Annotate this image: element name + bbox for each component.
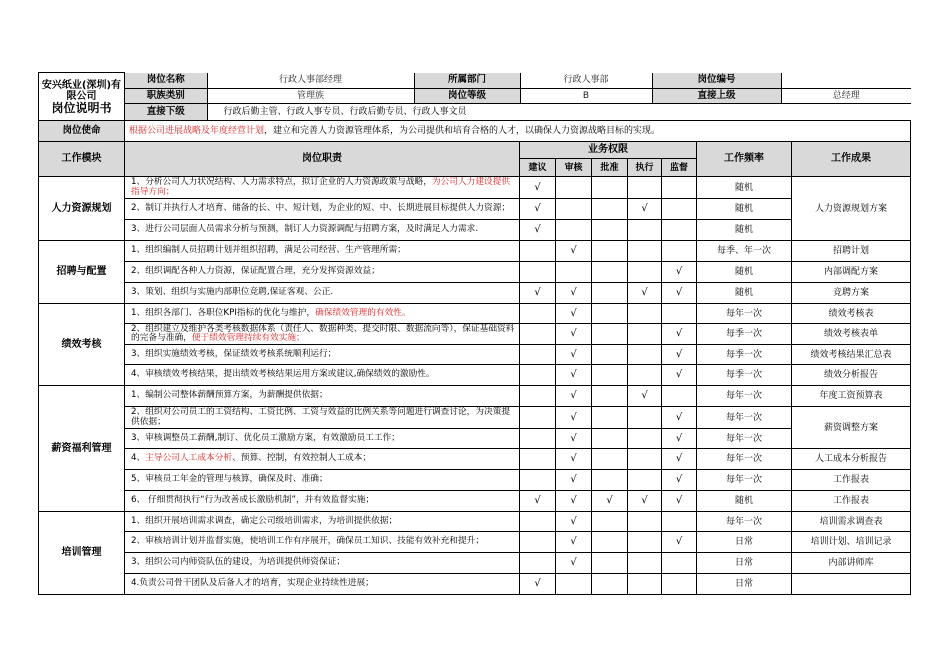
check-suggest xyxy=(520,386,556,407)
result-value: 内部讲师库 xyxy=(792,553,911,574)
result-value: 绩效考核表 xyxy=(792,304,911,324)
duty-text-main: 3、策划、组织与实施内部职位竞聘,保证客观、公正. xyxy=(131,287,334,298)
check-execute xyxy=(628,283,662,304)
mission-label: 岗位使命 xyxy=(39,121,125,142)
check-approve xyxy=(592,470,628,491)
job-description-table xyxy=(38,72,911,595)
check-review xyxy=(556,470,592,491)
check-execute xyxy=(628,304,662,324)
check-approve xyxy=(592,365,628,386)
check-execute xyxy=(628,512,662,532)
result-value: 人工成本分析报告 xyxy=(792,449,911,470)
check-review xyxy=(556,491,592,512)
check-review xyxy=(556,220,592,241)
table-row xyxy=(39,386,911,407)
check-mark-icon: √ xyxy=(534,287,541,298)
check-execute xyxy=(628,449,662,470)
check-mark-icon: √ xyxy=(675,348,683,360)
result-value: 年度工资预算表 xyxy=(792,386,911,407)
check-approve xyxy=(592,386,628,407)
module-name: 招聘与配置 xyxy=(39,241,125,304)
check-mark-icon: √ xyxy=(641,203,648,214)
check-mark-icon: √ xyxy=(534,181,541,193)
check-supervise xyxy=(662,574,697,595)
duty-text xyxy=(125,386,520,407)
check-review xyxy=(556,429,592,449)
duty-text-main: 4、 xyxy=(131,453,146,464)
result-value: 绩效考核表单 xyxy=(792,324,911,345)
check-suggest xyxy=(520,220,556,241)
check-mark-icon: √ xyxy=(570,536,577,547)
mission-text xyxy=(125,121,911,142)
check-approve xyxy=(592,220,628,241)
check-review xyxy=(556,262,592,283)
frequency-value: 每年一次 xyxy=(697,512,792,532)
table-row xyxy=(39,470,911,491)
duty-text-main: 2、组织对公司员工的工资结构、工资比例、工资与效益的比例关系等问题进行调查讨论，为决策提供依据； xyxy=(131,407,511,427)
result-value: 工作报表 xyxy=(792,470,911,491)
table-row xyxy=(39,304,911,324)
check-mark-icon: √ xyxy=(570,245,577,256)
mission-highlight: 根据公司进展战略及年度经营计划 xyxy=(129,126,265,136)
frequency-value: 每季、年一次 xyxy=(697,241,792,262)
check-suggest xyxy=(520,491,556,512)
check-approve xyxy=(592,449,628,470)
duty-text xyxy=(125,345,520,365)
direct-subordinates-value: 行政后勤主管、行政人事专员、行政后勤专员、行政人事文员 xyxy=(207,104,911,121)
duty-text-highlight: 主导公司人工成本分析 xyxy=(145,453,233,464)
check-review xyxy=(556,324,592,345)
direct-superior-value: 总经理 xyxy=(781,89,911,104)
frequency-value: 每年一次 xyxy=(697,429,792,449)
check-mark-icon: √ xyxy=(534,578,541,589)
duty-text xyxy=(125,199,520,220)
check-execute xyxy=(628,220,662,241)
check-mark-icon: √ xyxy=(570,390,577,401)
col-header-authority: 业务权限 xyxy=(520,142,697,159)
direct-subordinates-label: 直接下级 xyxy=(125,104,207,121)
check-suggest xyxy=(520,177,556,199)
duty-text xyxy=(125,220,520,241)
check-review xyxy=(556,407,592,429)
check-approve xyxy=(592,283,628,304)
duty-text-main: 1、编制公司整体薪酬预算方案，为薪酬提供依据； xyxy=(131,390,328,401)
check-approve xyxy=(592,177,628,199)
check-mark-icon: √ xyxy=(675,328,683,339)
check-review xyxy=(556,553,592,574)
check-suggest xyxy=(520,365,556,386)
check-approve xyxy=(592,532,628,553)
check-suggest xyxy=(520,574,556,595)
frequency-value: 随机 xyxy=(697,199,792,220)
duty-text xyxy=(125,324,520,345)
check-supervise xyxy=(662,262,697,283)
module-name: 人力资源规划 xyxy=(39,177,125,241)
check-suggest xyxy=(520,241,556,262)
check-approve xyxy=(592,262,628,283)
check-approve xyxy=(592,407,628,429)
check-suggest xyxy=(520,262,556,283)
check-mark-icon: √ xyxy=(570,432,577,444)
check-execute xyxy=(628,491,662,512)
check-execute xyxy=(628,262,662,283)
table-row xyxy=(39,220,911,241)
check-mark-icon: √ xyxy=(570,474,577,485)
check-supervise xyxy=(662,220,697,241)
check-review xyxy=(556,365,592,386)
check-supervise xyxy=(662,553,697,574)
result-value: 人力资源规划方案 xyxy=(792,177,911,241)
check-supervise xyxy=(662,429,697,449)
check-mark-icon: √ xyxy=(570,348,577,360)
position-level-label: 岗位等级 xyxy=(414,89,520,104)
module-name: 薪资福利管理 xyxy=(39,386,125,512)
check-execute xyxy=(628,241,662,262)
check-mark-icon: √ xyxy=(675,287,683,298)
check-supervise xyxy=(662,449,697,470)
check-supervise xyxy=(662,345,697,365)
frequency-value: 随机 xyxy=(697,283,792,304)
check-execute xyxy=(628,429,662,449)
frequency-value: 每年一次 xyxy=(697,386,792,407)
result-value xyxy=(792,574,911,595)
col-header-result: 工作成果 xyxy=(792,142,911,177)
duty-text xyxy=(125,365,520,386)
check-mark-icon: √ xyxy=(570,411,577,423)
table-row xyxy=(39,283,911,304)
duty-text xyxy=(125,283,520,304)
job-description-document xyxy=(38,72,910,595)
duty-text-highlight: 确保绩效管理的有效性。 xyxy=(315,307,411,318)
check-review xyxy=(556,283,592,304)
col-header-duty: 岗位职责 xyxy=(125,142,520,177)
duty-text-main: 2、组织建立及维护各类考核数据体系（责任人、数据种类、提交时限、数据流向等），保证基础资料的完备与准确， xyxy=(131,323,515,343)
duty-text-main: 4、审核绩效考核结果，提出绩效考核结果运用方案或建议,确保绩效的激励性。 xyxy=(131,369,435,380)
check-review xyxy=(556,241,592,262)
position-level-value: B xyxy=(520,89,652,104)
check-review xyxy=(556,345,592,365)
col-header-module: 工作模块 xyxy=(39,142,125,177)
result-value: 招聘计划 xyxy=(792,241,911,262)
frequency-value: 每季一次 xyxy=(697,365,792,386)
check-suggest xyxy=(520,407,556,429)
check-execute xyxy=(628,345,662,365)
check-supervise xyxy=(662,365,697,386)
check-supervise xyxy=(662,470,697,491)
check-execute xyxy=(628,532,662,553)
check-suggest xyxy=(520,449,556,470)
check-execute xyxy=(628,470,662,491)
check-approve xyxy=(592,345,628,365)
check-suggest xyxy=(520,304,556,324)
check-suggest xyxy=(520,324,556,345)
check-approve xyxy=(592,304,628,324)
check-review xyxy=(556,449,592,470)
check-approve xyxy=(592,324,628,345)
check-supervise xyxy=(662,407,697,429)
duty-text-highlight: 为公司人力建设提供指导方向； xyxy=(131,177,511,197)
module-name: 绩效考核 xyxy=(39,304,125,386)
check-review xyxy=(556,177,592,199)
check-suggest xyxy=(520,283,556,304)
frequency-value: 随机 xyxy=(697,491,792,512)
doc-title: 岗位说明书 xyxy=(51,100,112,115)
duty-text-main: 2、审核培训计划并监督实施，使培训工作有序展开，确保员工知识、技能有效补充和提升； xyxy=(131,536,485,547)
frequency-value: 随机 xyxy=(697,220,792,241)
duty-text-main: 3、进行公司层面人员需求分析与预测，制订人力资源调配与招聘方案，及时满足人力需求. xyxy=(131,224,479,235)
duty-text-main: 3、审核调整员工薪酬,制订、优化员工激励方案，有效激励员工工作； xyxy=(131,432,400,443)
check-mark-icon: √ xyxy=(570,287,577,298)
table-row xyxy=(39,553,911,574)
check-supervise xyxy=(662,386,697,407)
check-suggest xyxy=(520,345,556,365)
direct-superior-label: 直接上级 xyxy=(652,89,781,104)
check-mark-icon: √ xyxy=(675,432,683,444)
check-execute xyxy=(628,365,662,386)
table-row xyxy=(39,324,911,345)
frequency-value: 每年一次 xyxy=(697,470,792,491)
result-value: 竞聘方案 xyxy=(792,283,911,304)
duty-text xyxy=(125,429,520,449)
duty-text-main: 1、组织编制人员招聘计划并组织招聘，满足公司经营、生产管理所需； xyxy=(131,245,406,256)
check-supervise xyxy=(662,199,697,220)
check-approve xyxy=(592,241,628,262)
result-value: 绩效分析报告 xyxy=(792,365,911,386)
duty-text-main: 6、 仔细贯彻执行“行为改善成长激励机制”，并有效监督实施； xyxy=(131,495,375,506)
check-mark-icon: √ xyxy=(675,453,683,464)
duty-text-main: 3、组织公司内师资队伍的建设，为培训提供师资保证； xyxy=(131,557,346,568)
table-row xyxy=(39,491,911,512)
frequency-value: 随机 xyxy=(697,177,792,199)
check-supervise xyxy=(662,512,697,532)
check-supervise xyxy=(662,241,697,262)
duty-text xyxy=(125,449,520,470)
check-execute xyxy=(628,324,662,345)
frequency-value: 每年一次 xyxy=(697,304,792,324)
check-supervise xyxy=(662,177,697,199)
frequency-value: 每季一次 xyxy=(697,345,792,365)
frequency-value: 随机 xyxy=(697,262,792,283)
check-supervise xyxy=(662,324,697,345)
check-mark-icon: √ xyxy=(570,307,577,319)
check-mark-icon: √ xyxy=(570,557,577,568)
check-mark-icon: √ xyxy=(675,474,683,485)
table-row xyxy=(39,532,911,553)
col-header-review: 审核 xyxy=(556,159,592,177)
check-mark-icon: √ xyxy=(641,287,648,298)
check-mark-icon: √ xyxy=(641,390,648,401)
frequency-value: 每季一次 xyxy=(697,324,792,345)
duty-text-main: 2、制订并执行人才培育、储备的长、中、短计划，为企业的短、中、长期进展目标提供人力资源； xyxy=(131,203,511,214)
check-suggest xyxy=(520,532,556,553)
check-suggest xyxy=(520,553,556,574)
duty-text xyxy=(125,491,520,512)
module-name: 培训管理 xyxy=(39,512,125,595)
check-review xyxy=(556,574,592,595)
duty-text-main: 4.负责公司骨干团队及后备人才的培育，实现企业持续性进展； xyxy=(131,578,374,589)
duty-text xyxy=(125,241,520,262)
check-approve xyxy=(592,491,628,512)
check-mark-icon: √ xyxy=(606,495,613,506)
duty-text-tail: 、预算、控制，有效控制人工成本； xyxy=(232,453,372,464)
duty-text-main: 5、审核员工年金的管理与核算，确保及时、准确； xyxy=(131,474,328,485)
company-name: 安兴纸业(深圳)有限公司 xyxy=(41,79,122,102)
job-category-value: 管理族 xyxy=(207,89,414,104)
table-row xyxy=(39,407,911,429)
col-header-supervise: 监督 xyxy=(662,159,697,177)
check-suggest xyxy=(520,199,556,220)
result-value: 内部调配方案 xyxy=(792,262,911,283)
duty-text xyxy=(125,262,520,283)
duty-text xyxy=(125,532,520,553)
department-label: 所属部门 xyxy=(414,73,520,89)
company-cell xyxy=(39,73,125,121)
check-suggest xyxy=(520,429,556,449)
duty-text-main: 1、组织各部门、各职位KPI指标的优化与维护， xyxy=(131,307,316,318)
check-approve xyxy=(592,574,628,595)
result-value: 绩效考核结果汇总表 xyxy=(792,345,911,365)
duty-text-main: 2、组织调配各种人力资源，保证配置合理，充分发挥资源效益； xyxy=(131,266,380,277)
check-execute xyxy=(628,199,662,220)
check-suggest xyxy=(520,470,556,491)
duty-text-main: 1、分析公司人力状况结构、人力需求特点，拟订企业的人力资源政策与战略， xyxy=(131,177,432,187)
check-mark-icon: √ xyxy=(675,369,683,380)
department-value: 行政人事部 xyxy=(520,73,652,89)
col-header-frequency: 工作频率 xyxy=(697,142,792,177)
frequency-value: 日常 xyxy=(697,553,792,574)
table-row xyxy=(39,429,911,449)
check-mark-icon: √ xyxy=(570,495,577,506)
check-review xyxy=(556,532,592,553)
table-row xyxy=(39,574,911,595)
check-mark-icon: √ xyxy=(675,411,683,423)
check-supervise xyxy=(662,532,697,553)
position-name-value: 行政人事部经理 xyxy=(207,73,414,89)
check-review xyxy=(556,386,592,407)
duty-text-highlight: 便于绩效管理持续有效实施； xyxy=(191,333,305,343)
check-mark-icon: √ xyxy=(641,495,648,506)
check-mark-icon: √ xyxy=(534,224,541,235)
frequency-value: 每年一次 xyxy=(697,407,792,429)
check-suggest xyxy=(520,512,556,532)
check-approve xyxy=(592,512,628,532)
table-row xyxy=(39,449,911,470)
result-value: 工作报表 xyxy=(792,491,911,512)
table-row xyxy=(39,199,911,220)
col-header-suggest: 建议 xyxy=(520,159,556,177)
check-mark-icon: √ xyxy=(570,453,577,464)
check-supervise xyxy=(662,304,697,324)
check-approve xyxy=(592,429,628,449)
frequency-value: 每年一次 xyxy=(697,449,792,470)
check-mark-icon: √ xyxy=(534,495,541,506)
check-approve xyxy=(592,553,628,574)
check-approve xyxy=(592,199,628,220)
mission-rest: ，建立和完善人力资源管理体系，为公司提供和培育合格的人才，以确保人力资源战略目标的实现。 xyxy=(264,126,661,136)
check-review xyxy=(556,304,592,324)
check-mark-icon: √ xyxy=(675,495,683,506)
table-row xyxy=(39,345,911,365)
duty-text xyxy=(125,407,520,429)
check-mark-icon: √ xyxy=(675,536,683,547)
result-value: 培训需求调查表 xyxy=(792,512,911,532)
duty-text xyxy=(125,177,520,199)
duty-text xyxy=(125,574,520,595)
table-row xyxy=(39,177,911,199)
col-header-execute: 执行 xyxy=(628,159,662,177)
check-review xyxy=(556,199,592,220)
check-execute xyxy=(628,177,662,199)
frequency-value: 日常 xyxy=(697,574,792,595)
duty-text-main: 3、组织实施绩效考核，保证绩效考核系统顺利运行； xyxy=(131,348,337,359)
duty-text xyxy=(125,304,520,324)
check-execute xyxy=(628,574,662,595)
result-value: 培训计划、培训记录 xyxy=(792,532,911,553)
duty-text xyxy=(125,470,520,491)
table-row xyxy=(39,241,911,262)
position-code-value xyxy=(781,73,911,89)
check-supervise xyxy=(662,283,697,304)
table-row xyxy=(39,512,911,532)
check-mark-icon: √ xyxy=(534,203,541,214)
position-name-label: 岗位名称 xyxy=(125,73,207,89)
position-code-label: 岗位编号 xyxy=(652,73,781,89)
frequency-value: 日常 xyxy=(697,532,792,553)
check-mark-icon: √ xyxy=(675,266,683,277)
check-execute xyxy=(628,553,662,574)
col-header-approve: 批准 xyxy=(592,159,628,177)
check-mark-icon: √ xyxy=(570,369,577,380)
duty-text-main: 1、组织开展培训需求调查，确定公司级培训需求，为培训提供依据； xyxy=(131,515,398,526)
job-category-label: 职族类别 xyxy=(125,89,207,104)
table-row xyxy=(39,365,911,386)
check-execute xyxy=(628,386,662,407)
check-mark-icon: √ xyxy=(570,515,577,527)
duty-text xyxy=(125,512,520,532)
check-review xyxy=(556,512,592,532)
check-execute xyxy=(628,407,662,429)
result-value: 薪资调整方案 xyxy=(792,407,911,449)
check-mark-icon: √ xyxy=(570,328,577,339)
table-row xyxy=(39,262,911,283)
check-supervise xyxy=(662,491,697,512)
duty-text xyxy=(125,553,520,574)
